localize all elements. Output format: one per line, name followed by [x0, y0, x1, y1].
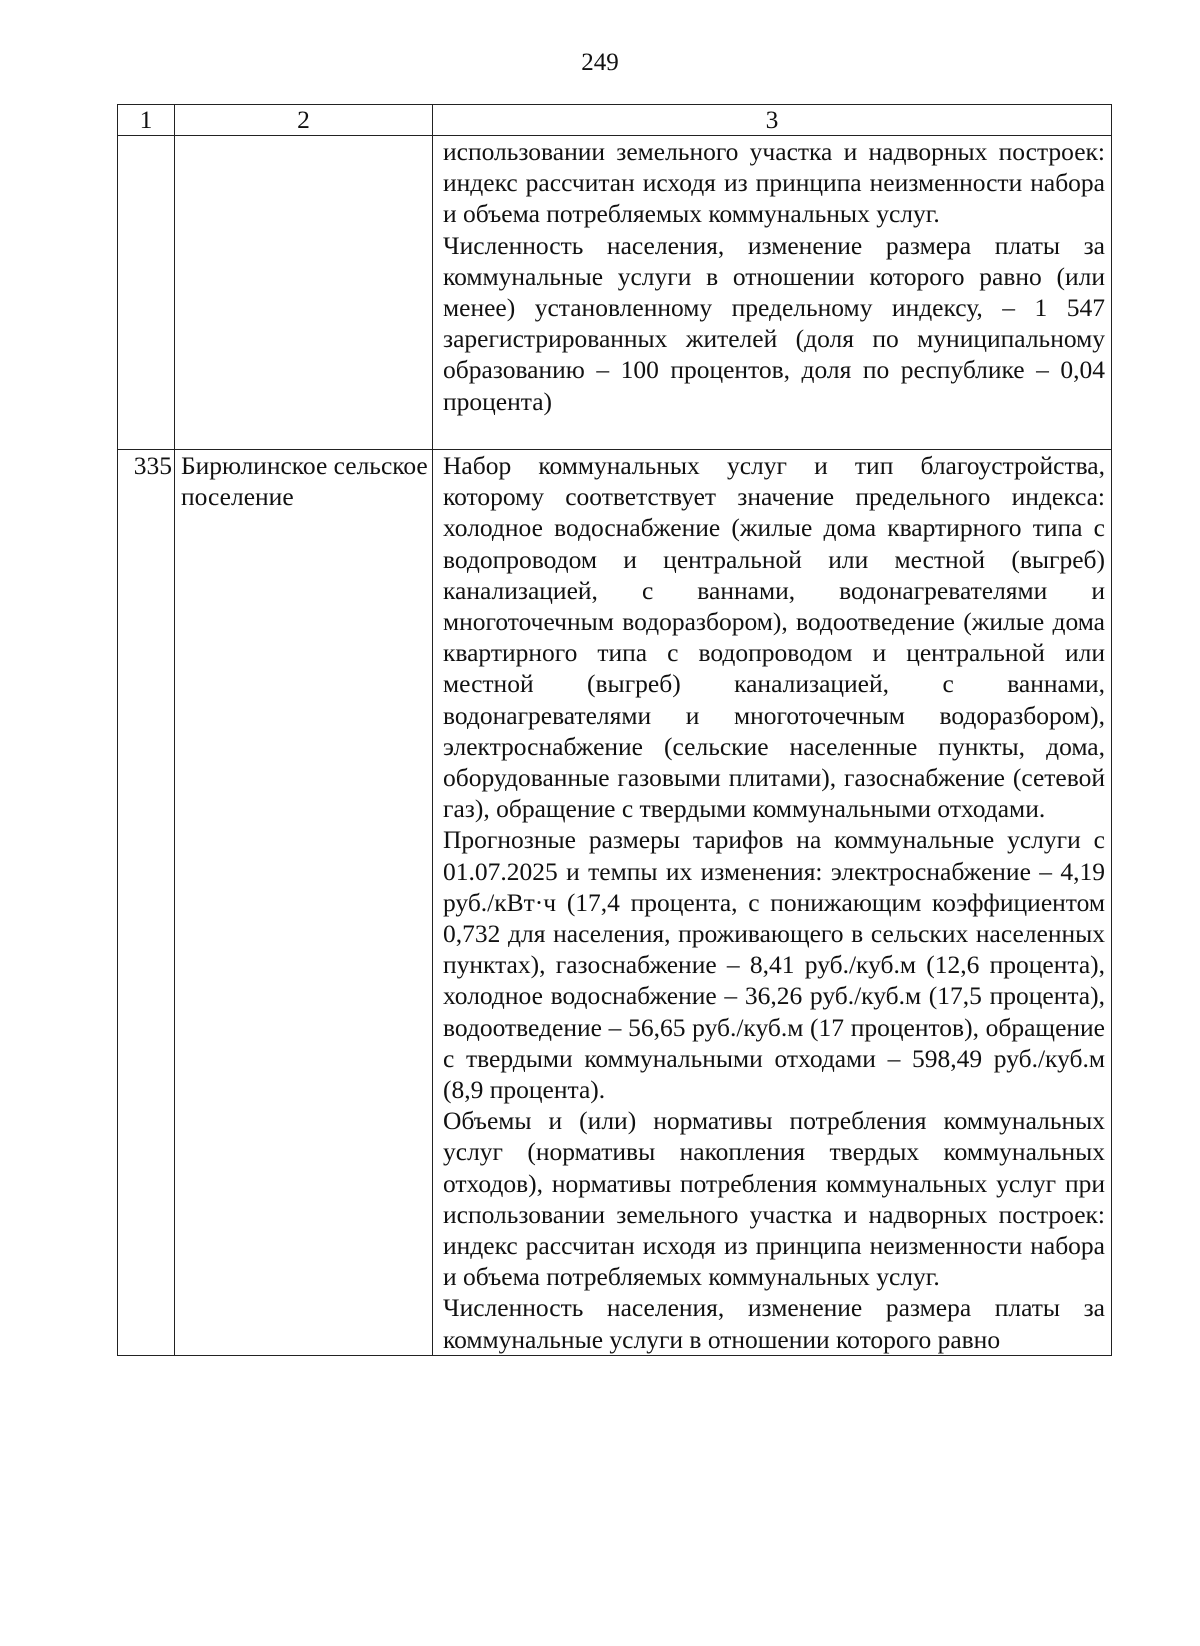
- description-cell: [433, 136, 1112, 450]
- table-header-row: [118, 105, 1112, 136]
- description-paragraph: Численность населения, изменение размера платы за коммунальные услуги в отношении которого равно (или менее) установленному предельному индексу, – 1 547 зарегистрированных жителей (доля по муниципальному образованию – 100 процентов, доля по республике – 0,04 процента): [443, 230, 1105, 416]
- row-number-cell: 335: [118, 450, 175, 1356]
- description-paragraph: Объемы и (или) нормативы потребления коммунальных услуг (нормативы накопления твердых коммунальных отходов), нормативы потребления коммунальных услуг при использовании земельного участка и надворных построек: индекс рассчитан исходя из принципа неизменности набора и объема потребляемых коммунальных услуг.: [443, 1106, 1105, 1292]
- table-row: [118, 136, 1112, 450]
- description-paragraph: использовании земельного участка и надворных построек: индекс рассчитан исходя из принципа неизменности набора и объема потребляемых коммунальных услуг.: [443, 137, 1105, 229]
- description-cell: [433, 450, 1112, 1356]
- description-paragraph: Численность населения, изменение размера платы за коммунальные услуги в отношении которого равно: [443, 1293, 1105, 1354]
- column-header-1: 1: [118, 105, 175, 136]
- settlement-name-cell: [175, 136, 433, 450]
- page-number: 249: [581, 49, 619, 76]
- settlement-name-cell: [175, 450, 433, 1356]
- column-header-2: 2: [175, 105, 433, 136]
- description-paragraph: Набор коммунальных услуг и тип благоустройства, которому соответствует значение предельного индекса: холодное водоснабжение (жилые дома квартирного типа с водопроводом и центральной или местной (выгреб) канализацией, с ваннами, водонагревателями и многоточечным водоразбором), водоотведение (жилые дома квартирного типа с водопроводом и центральной или местной (выгреб) канализацией, с ваннами, водонагревателями и многоточечным водоразбором), электроснабжение (сельские населенные пункты, дома, оборудованные газовыми плитами), газоснабжение (сетевой газ), обращение с твердыми коммунальными отходами.: [443, 451, 1105, 824]
- table-row: [118, 450, 1112, 1356]
- tariff-table: [117, 104, 1112, 1356]
- description-paragraph: Прогнозные размеры тарифов на коммунальные услуги с 01.07.2025 и темпы их изменения: электроснабжение – 4,19 руб./кВт·ч (17,4 процента, с понижающим коэффициентом 0,732 для населения, проживающего в сельских населенных пунктах), газоснабжение – 8,41 руб./куб.м (12,6 процента), холодное водоснабжение – 36,26 руб./куб.м (17,5 процента), водоотведение – 56,65 руб./куб.м (17 процентов), обращение с твердыми коммунальными отходами – 598,49 руб./куб.м (8,9 процента).: [443, 825, 1105, 1105]
- settlement-name: Бирюлинское сельское поселение: [181, 451, 428, 512]
- row-number-cell: [118, 136, 175, 450]
- column-header-3: 3: [433, 105, 1112, 136]
